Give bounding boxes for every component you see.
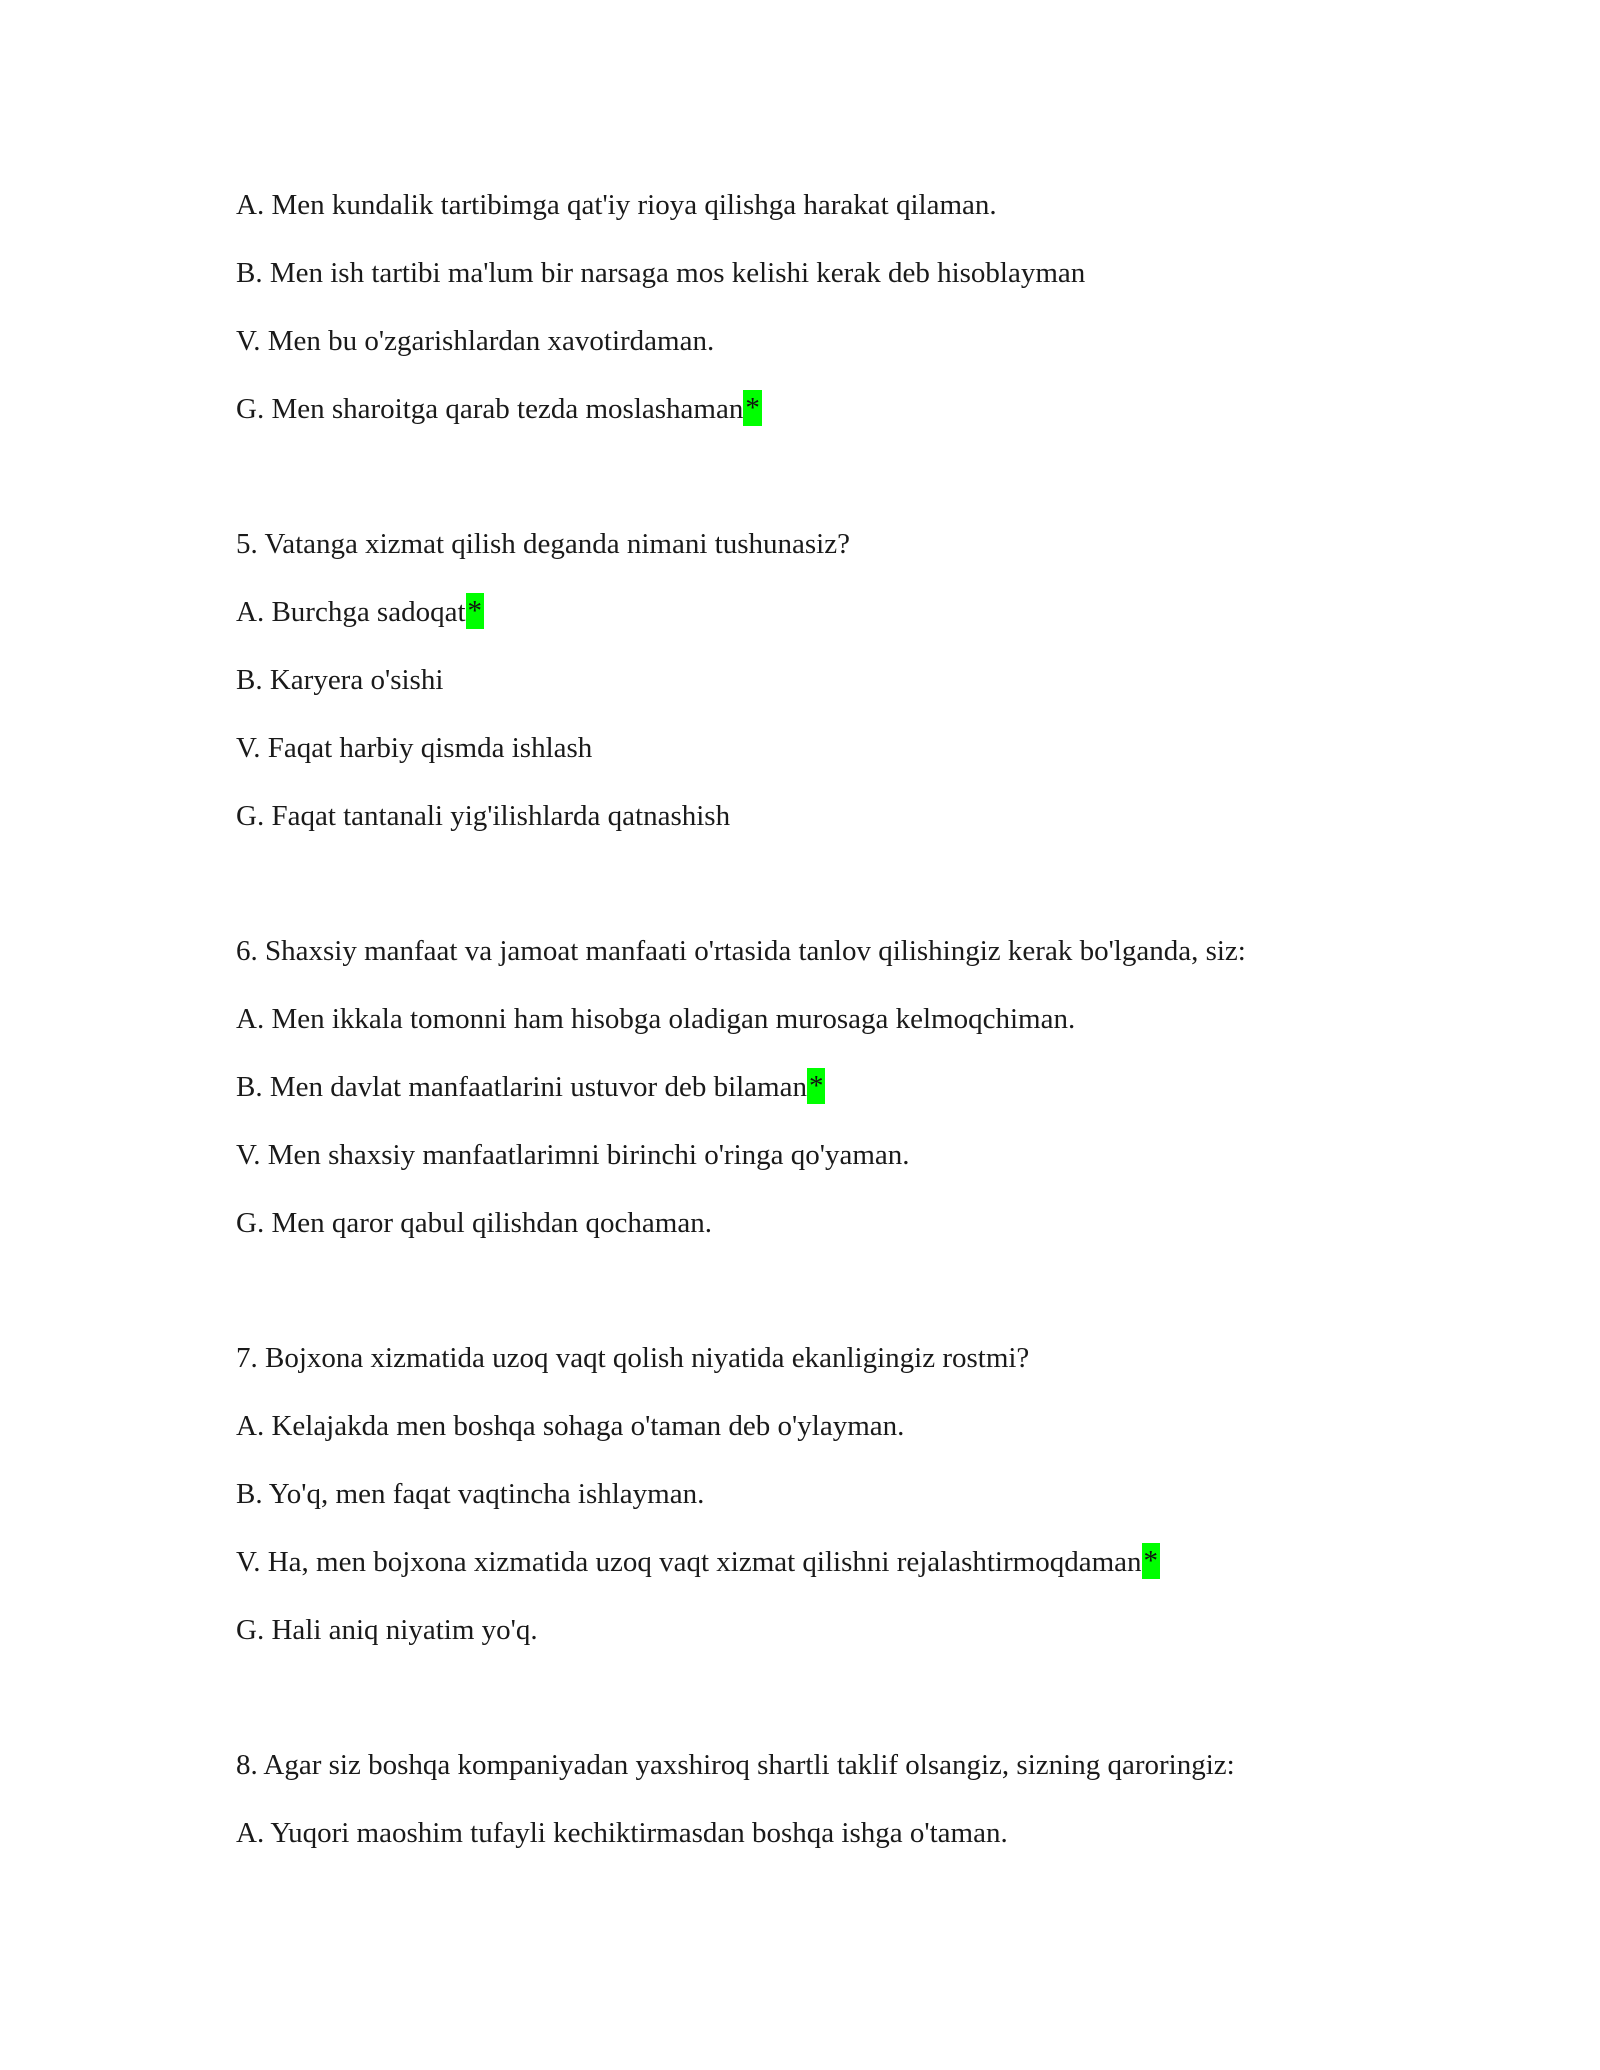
option-text: G. Faqat tantanali yig'ilishlarda qatnashish xyxy=(236,800,731,832)
option-line xyxy=(236,254,1536,292)
block-spacer xyxy=(236,1272,1536,1339)
option-line xyxy=(236,661,1536,699)
option-line xyxy=(236,1611,1536,1649)
option-line xyxy=(236,1407,1536,1445)
option-line xyxy=(236,593,1536,631)
option-line xyxy=(236,186,1536,224)
option-line xyxy=(236,729,1536,767)
correct-answer-marker: * xyxy=(1143,1545,1158,1577)
option-text: B. Men davlat manfaatlarini ustuvor deb bilaman xyxy=(236,1071,807,1103)
correct-answer-marker: * xyxy=(467,595,483,627)
block-spacer xyxy=(236,1679,1536,1746)
option-line xyxy=(236,1814,1536,1852)
question-label: 5. Vatanga xizmat qilish deganda nimani tushunasiz? xyxy=(236,528,850,560)
option-text: V. Men bu o'zgarishlardan xavotirdaman. xyxy=(236,325,715,357)
question-text xyxy=(236,1746,1536,1784)
question-text xyxy=(236,932,1536,970)
option-text: A. Burchga sadoqat xyxy=(236,596,466,628)
option-text: V. Men shaxsiy manfaatlarimni birinchi o'ringa qo'yaman. xyxy=(236,1139,910,1171)
block-spacer xyxy=(236,458,1536,525)
option-text: V. Faqat harbiy qismda ishlash xyxy=(236,732,593,764)
option-text: V. Ha, men bojxona xizmatida uzoq vaqt xizmat qilishni rejalashtirmoqdaman xyxy=(236,1546,1142,1578)
option-line xyxy=(236,797,1536,835)
option-text: B. Men ish tartibi ma'lum bir narsaga mos kelishi kerak deb hisoblayman xyxy=(236,257,1086,289)
option-text: A. Men ikkala tomonni ham hisobga oladigan murosaga kelmoqchiman. xyxy=(236,1003,1076,1035)
question-text xyxy=(236,525,1536,563)
correct-answer-marker: * xyxy=(808,1070,824,1102)
block-spacer xyxy=(236,865,1536,932)
option-text: B. Karyera o'sishi xyxy=(236,664,444,696)
option-text: G. Men qaror qabul qilishdan qochaman. xyxy=(236,1207,712,1239)
option-text: G. Hali aniq niyatim yo'q. xyxy=(236,1614,538,1646)
option-line xyxy=(236,1475,1536,1513)
document-content xyxy=(236,186,1536,1882)
question-label: 6. Shaxsiy manfaat va jamoat manfaati o'rtasida tanlov qilishingiz kerak bo'lganda, siz: xyxy=(236,935,1246,967)
option-line xyxy=(236,1000,1536,1038)
option-text: B. Yo'q, men faqat vaqtincha ishlayman. xyxy=(236,1478,705,1510)
option-text: A. Yuqori maoshim tufayli kechiktirmasdan boshqa ishga o'taman. xyxy=(236,1817,1008,1849)
option-line xyxy=(236,1136,1536,1174)
question-text xyxy=(236,1339,1536,1377)
correct-answer-marker: * xyxy=(745,392,760,424)
option-line xyxy=(236,390,1536,428)
question-label: 7. Bojxona xizmatida uzoq vaqt qolish niyatida ekanligingiz rostmi? xyxy=(236,1342,1030,1374)
option-text: A. Kelajakda men boshqa sohaga o'taman deb o'ylayman. xyxy=(236,1410,905,1442)
option-line xyxy=(236,1204,1536,1242)
option-text: A. Men kundalik tartibimga qat'iy rioya qilishga harakat qilaman. xyxy=(236,189,997,221)
question-label: 8. Agar siz boshqa kompaniyadan yaxshiroq shartli taklif olsangiz, sizning qaroringiz: xyxy=(236,1749,1235,1781)
option-line xyxy=(236,1068,1536,1106)
option-line xyxy=(236,322,1536,360)
option-line xyxy=(236,1543,1536,1581)
option-text: G. Men sharoitga qarab tezda moslashaman xyxy=(236,393,744,425)
